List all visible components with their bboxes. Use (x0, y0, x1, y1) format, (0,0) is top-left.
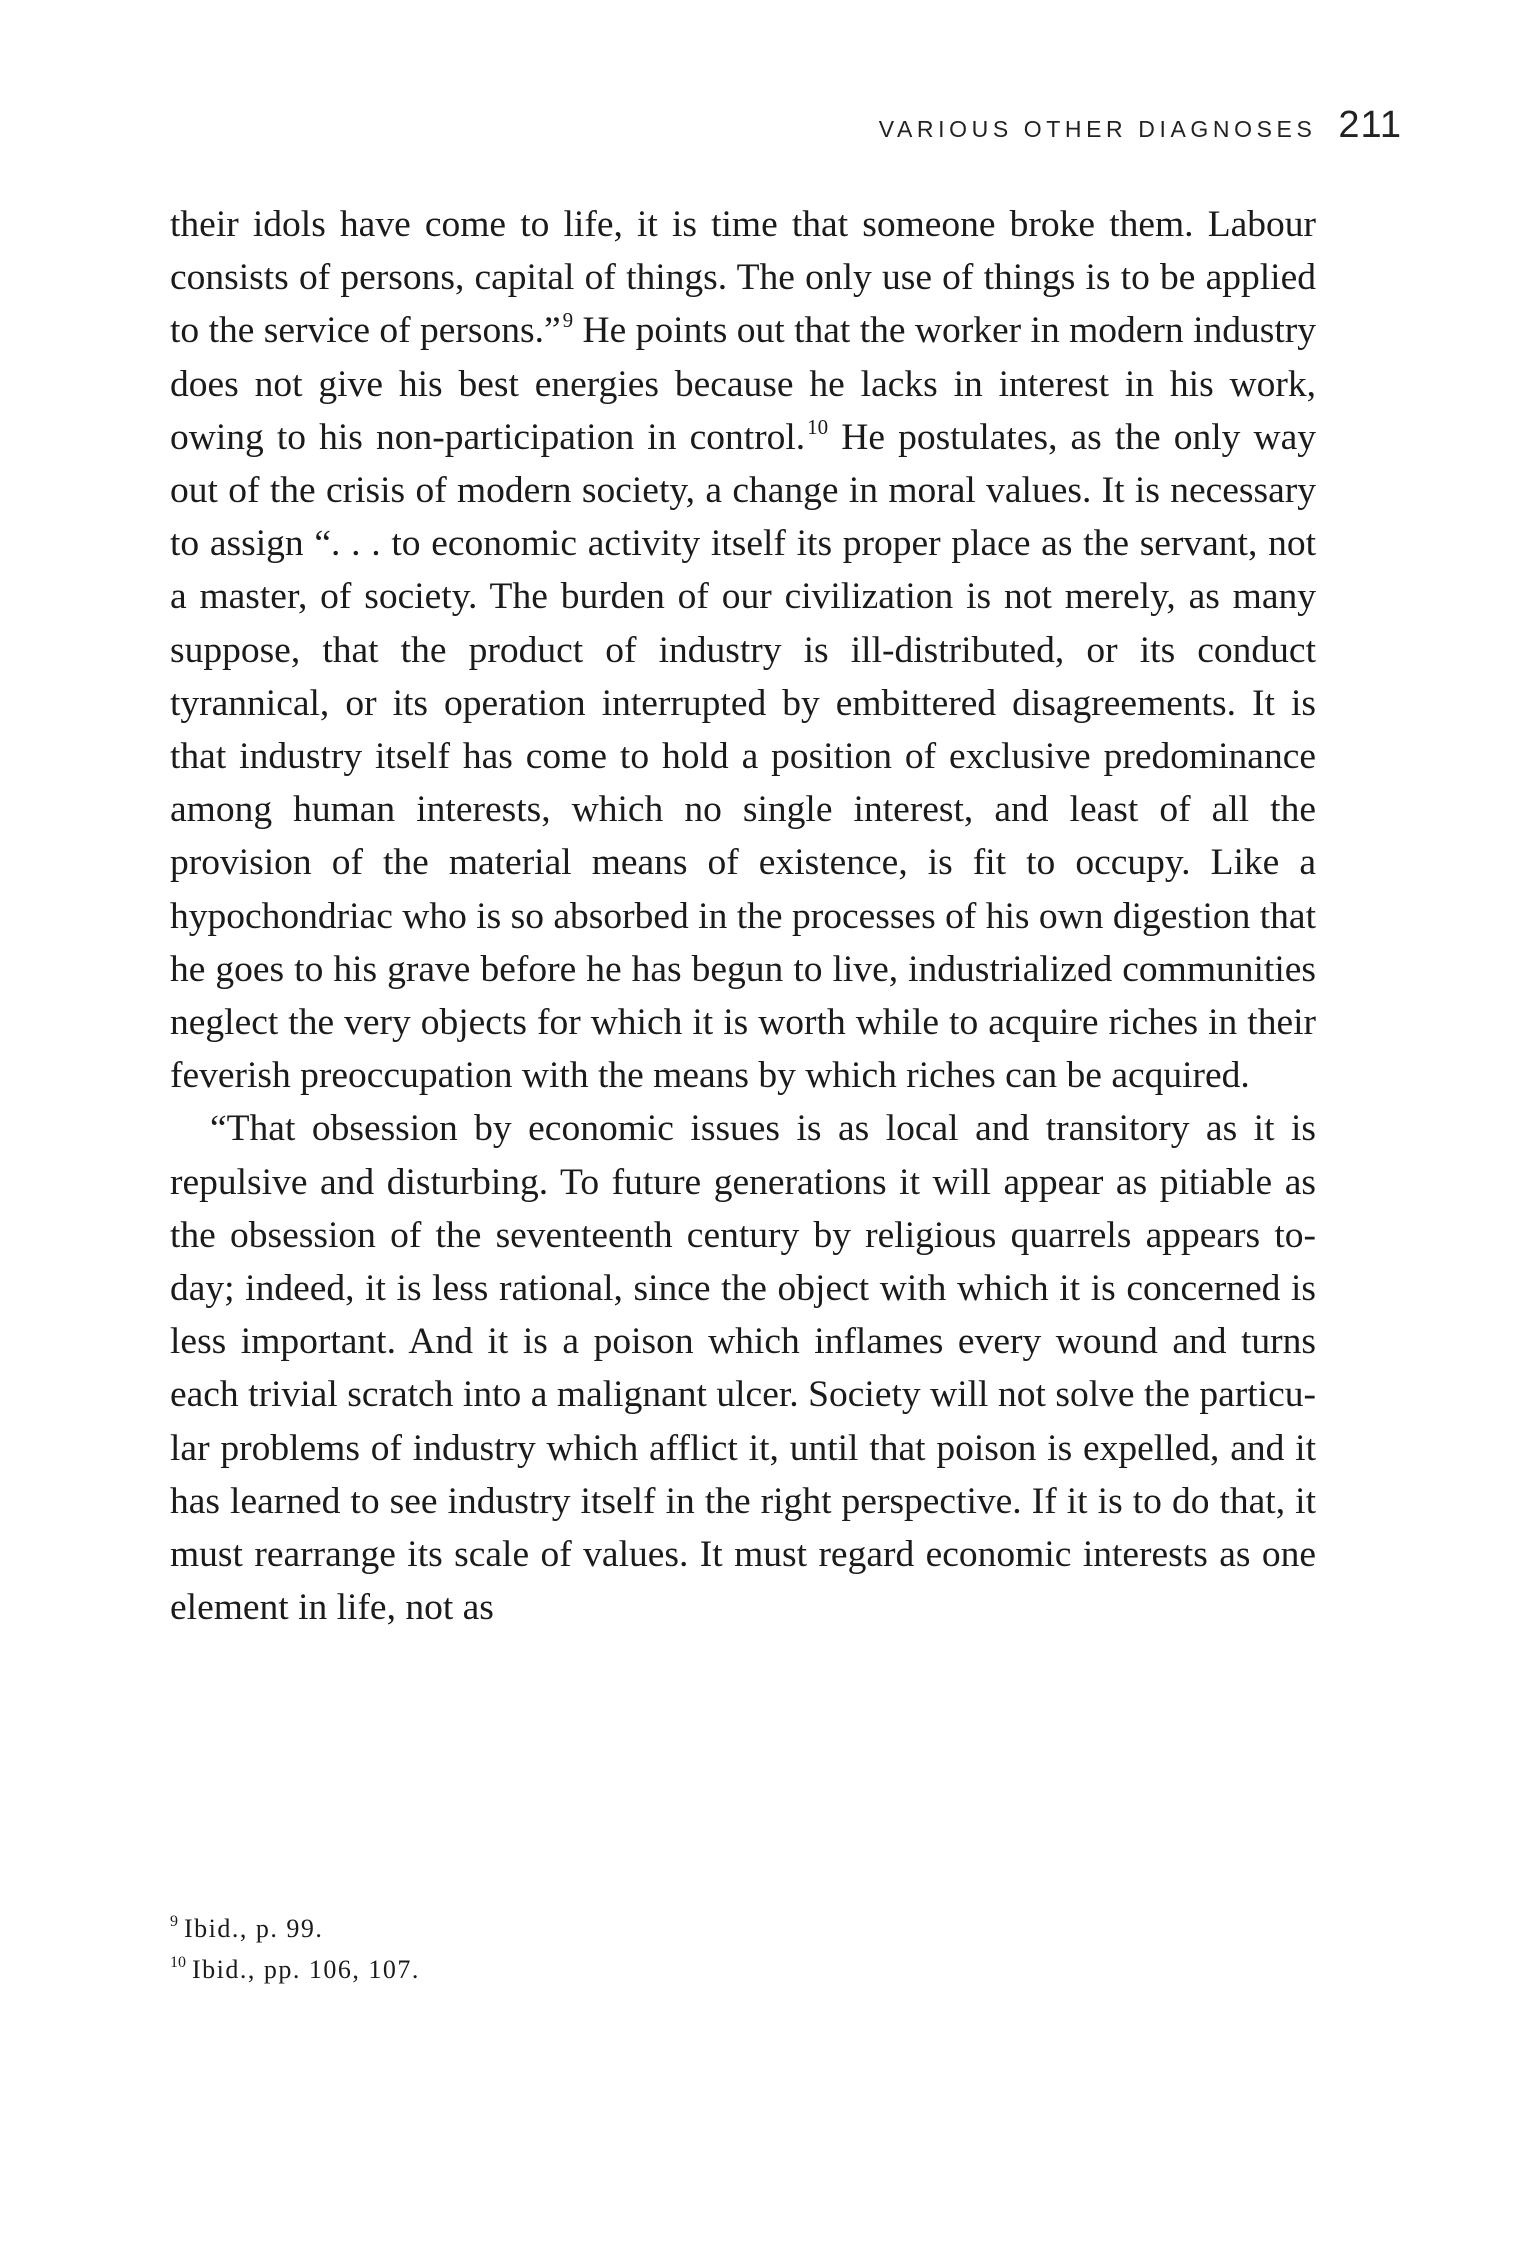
body-text (170, 198, 1316, 1634)
footnote-ref-10: 10 (807, 414, 829, 439)
page-number: 211 (1338, 104, 1402, 146)
paragraph-1-segment-3: He postulates, as the only way out of the crisis of modern society, a change in moral values. It is necessary to assign “. . . to economic activity itself its proper place as the servant, not a master, of society. The burden of our civilization is not merely, as many suppose, that the product of industry is ill-distributed, or its conduct tyrannical, or its operation interrupted by embittered disagreements. It is that industry itself has come to hold a position of exclusive predominance among human interests, which no single interest, and least of all the provision of the material means of existence, is fit to occupy. Like a hypochondriac who is so absorbed in the processes of his own digestion that he goes to his grave before he has begun to live, industrialized communities neglect the very objects for which it is worth while to acquire riches in their feverish preoccupation with the means by which riches can be acquired. (170, 416, 1317, 1097)
footnotes (170, 1908, 1316, 1990)
footnote-text: Ibid., pp. 106, 107. (192, 1955, 420, 1984)
footnote-ref-9: 9 (562, 308, 574, 333)
footnote-9 (170, 1908, 1316, 1949)
paragraph-1-segment-2: He points out that the worker in modern industry does not give his best energies because he lacks in interest in his work, owing to his non-participation in control. (170, 310, 1316, 458)
running-head (879, 104, 1402, 147)
running-title: VARIOUS OTHER DIAGNOSES (878, 116, 1317, 142)
footnote-10 (170, 1949, 1316, 1990)
footnote-number: 9 (170, 1913, 178, 1930)
paragraph-1-segment-1: their idols have come to life, it is time that someone broke them. Labour consists of persons, capital of things. The only use of things is to be applied to the service of persons.” (170, 204, 1316, 352)
paragraph-2: “That obsession by economic issues is as local and transitory as it is repulsive and disturbing. To future generations it will appear as pitiable as the obsession of the seventeenth century by religious quarrels appears to-day; indeed, it is less rational, since the object with which it is concerned is less important. And it is a poison which inflames every wound and turns each trivial scratch into a malignant ulcer. Society will not solve the particular problems of industry which afflict it, until that poison is expelled, and it has learned to see industry itself in the right perspective. If it is to do that, it must rearrange its scale of values. It must regard economic interests as one element in life, not as (170, 1108, 1316, 1629)
paragraph-1 (170, 198, 1316, 1102)
footnote-text: Ibid., p. 99. (184, 1914, 324, 1943)
footnote-number: 10 (170, 1954, 186, 1971)
